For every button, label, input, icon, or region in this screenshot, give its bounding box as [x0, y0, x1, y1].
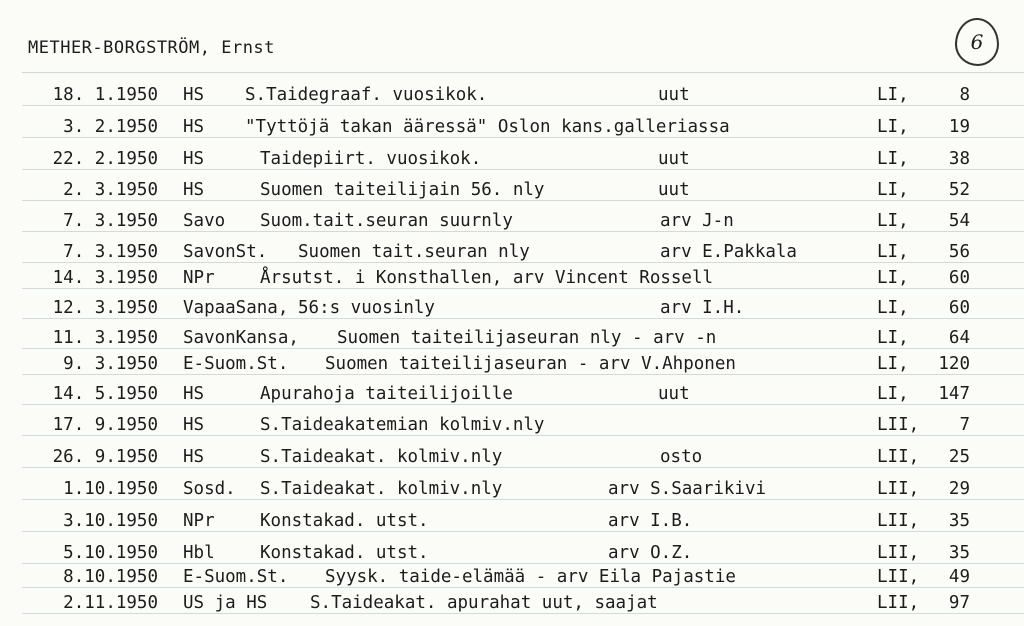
entry-text: Taidepiirt. vuosikok.: [260, 149, 482, 169]
entry-date: 26. 9.1950: [52, 447, 158, 467]
entry-volume: LI,: [877, 211, 909, 231]
entry-volume: LII,: [877, 415, 920, 435]
entry-volume: LI,: [877, 242, 909, 262]
entry-source: E-Suom.St.: [183, 567, 289, 587]
entry-date: 1.10.1950: [63, 479, 158, 499]
entry-source: HS: [183, 415, 205, 435]
entry-note: arv E.Pakkala: [660, 242, 797, 262]
entry-volume: LI,: [877, 384, 909, 404]
entry-source: Hbl: [183, 543, 215, 563]
entry-source: SavonSt.: [183, 242, 268, 262]
entry-source: HS: [183, 85, 205, 105]
entry-row: [0, 236, 1024, 264]
entry-source: Savo: [183, 211, 226, 231]
entry-text: S.Taidegraaf. vuosikok.: [245, 85, 488, 105]
entry-text: Suom.tait.seuran suurnly: [260, 211, 513, 231]
entry-row: [0, 205, 1024, 233]
entry-text: S.Taideakat. apurahat uut, saajat: [310, 593, 658, 613]
entry-source: VapaaSana,: [183, 298, 289, 318]
entry-text: Apurahoja taiteilijoille: [260, 384, 513, 404]
entry-text: Suomen taiteilijaseuran nly - arv -n: [337, 328, 717, 348]
entry-note: uut: [658, 180, 690, 200]
entry-row: [0, 505, 1024, 533]
entry-volume: LI,: [877, 328, 909, 348]
entry-date: 3. 2.1950: [63, 117, 158, 137]
entry-date: 12. 3.1950: [52, 298, 158, 318]
entry-note: uut: [658, 85, 690, 105]
entry-note: arv J-n: [660, 211, 734, 231]
entry-page: 29: [948, 479, 970, 499]
entry-date: 14. 5.1950: [52, 384, 158, 404]
entry-page: 52: [948, 180, 970, 200]
entry-text: Suomen taiteilijain 56. nly: [260, 180, 545, 200]
entry-volume: LII,: [877, 543, 920, 563]
entry-source: HS: [183, 117, 205, 137]
entry-text: Suomen taiteilijaseuran - arv V.Ahponen: [325, 354, 736, 374]
entry-date: 7. 3.1950: [63, 211, 158, 231]
entry-date: 14. 3.1950: [52, 268, 158, 288]
entry-page: 54: [948, 211, 970, 231]
card-title: METHER-BORGSTRÖM, Ernst: [28, 38, 275, 58]
entry-source: NPr: [183, 268, 215, 288]
entry-row: [0, 587, 1024, 615]
entry-source: US ja HS: [183, 593, 268, 613]
entry-date: 2. 3.1950: [63, 180, 158, 200]
entry-volume: LI,: [877, 268, 909, 288]
entry-page: 35: [948, 543, 970, 563]
entry-text: S.Taideakat. kolmiv.nly: [260, 447, 503, 467]
entry-date: 3.10.1950: [63, 511, 158, 531]
entry-volume: LI,: [877, 85, 909, 105]
entry-volume: LII,: [877, 567, 920, 587]
entry-volume: LII,: [877, 593, 920, 613]
entry-page: 49: [948, 567, 970, 587]
entry-page: 97: [948, 593, 970, 613]
entry-note: arv I.H.: [660, 298, 745, 318]
entry-row: [0, 262, 1024, 290]
entry-date: 17. 9.1950: [52, 415, 158, 435]
entry-date: 18. 1.1950: [52, 85, 158, 105]
entry-page: 120: [938, 354, 970, 374]
entry-row: [0, 561, 1024, 589]
entry-source: HS: [183, 149, 205, 169]
entry-text: Årsutst. i Konsthallen, arv Vincent Rossell: [260, 268, 714, 288]
entry-page: 60: [948, 298, 970, 318]
entry-note: uut: [658, 149, 690, 169]
entry-volume: LII,: [877, 479, 920, 499]
entry-volume: LI,: [877, 354, 909, 374]
entry-page: 19: [948, 117, 970, 137]
page-number-badge: 6: [955, 18, 999, 66]
entry-row: [0, 322, 1024, 350]
entry-note: uut: [658, 384, 690, 404]
entry-row: [0, 111, 1024, 139]
entry-row: [0, 292, 1024, 320]
entry-source: E-Suom.St.: [183, 354, 289, 374]
entry-volume: LI,: [877, 149, 909, 169]
entry-page: 7: [959, 415, 970, 435]
entry-date: 5.10.1950: [63, 543, 158, 563]
entry-text: Syysk. taide-elämää - arv Eila Pajastie: [325, 567, 736, 587]
entry-row: [0, 473, 1024, 501]
entry-row: [0, 409, 1024, 437]
entry-note: arv I.B.: [608, 511, 693, 531]
entry-date: 22. 2.1950: [52, 149, 158, 169]
entry-source: HS: [183, 384, 205, 404]
entry-text: S.Taideakatemian kolmiv.nly: [260, 415, 545, 435]
entry-text: "Tyttöjä takan ääressä" Oslon kans.galleriassa: [245, 117, 730, 137]
entry-note: osto: [660, 447, 703, 467]
entry-row: [0, 143, 1024, 171]
entry-volume: LI,: [877, 298, 909, 318]
entry-volume: LI,: [877, 180, 909, 200]
entry-text: S.Taideakat. kolmiv.nly: [260, 479, 503, 499]
entry-date: 11. 3.1950: [52, 328, 158, 348]
entry-page: 60: [948, 268, 970, 288]
entry-page: 35: [948, 511, 970, 531]
entry-volume: LII,: [877, 447, 920, 467]
entry-text: Konstakad. utst.: [260, 511, 429, 531]
entry-date: 9. 3.1950: [63, 354, 158, 374]
entry-source: NPr: [183, 511, 215, 531]
entry-source: HS: [183, 180, 205, 200]
entry-source: HS: [183, 447, 205, 467]
entry-date: 7. 3.1950: [63, 242, 158, 262]
entry-volume: LI,: [877, 117, 909, 137]
entry-note: arv O.Z.: [608, 543, 693, 563]
entry-date: 8.10.1950: [63, 567, 158, 587]
entry-note: arv S.Saarikivi: [608, 479, 767, 499]
header-divider: [22, 72, 1024, 73]
entry-row: [0, 348, 1024, 376]
entry-row: [0, 174, 1024, 202]
entry-text: Suomen tait.seuran nly: [298, 242, 530, 262]
entry-page: 38: [948, 149, 970, 169]
entry-page: 8: [959, 85, 970, 105]
entry-text: 56:s vuosinly: [298, 298, 435, 318]
entry-row: [0, 79, 1024, 107]
entry-text: Konstakad. utst.: [260, 543, 429, 563]
entry-row: [0, 441, 1024, 469]
entry-date: 2.11.1950: [63, 593, 158, 613]
entry-source: Sosd.: [183, 479, 236, 499]
entry-page: 56: [948, 242, 970, 262]
entry-row: [0, 378, 1024, 406]
entry-page: 64: [948, 328, 970, 348]
entry-source: SavonKansa,: [183, 328, 299, 348]
entry-volume: LII,: [877, 511, 920, 531]
entry-page: 147: [938, 384, 970, 404]
entry-page: 25: [948, 447, 970, 467]
